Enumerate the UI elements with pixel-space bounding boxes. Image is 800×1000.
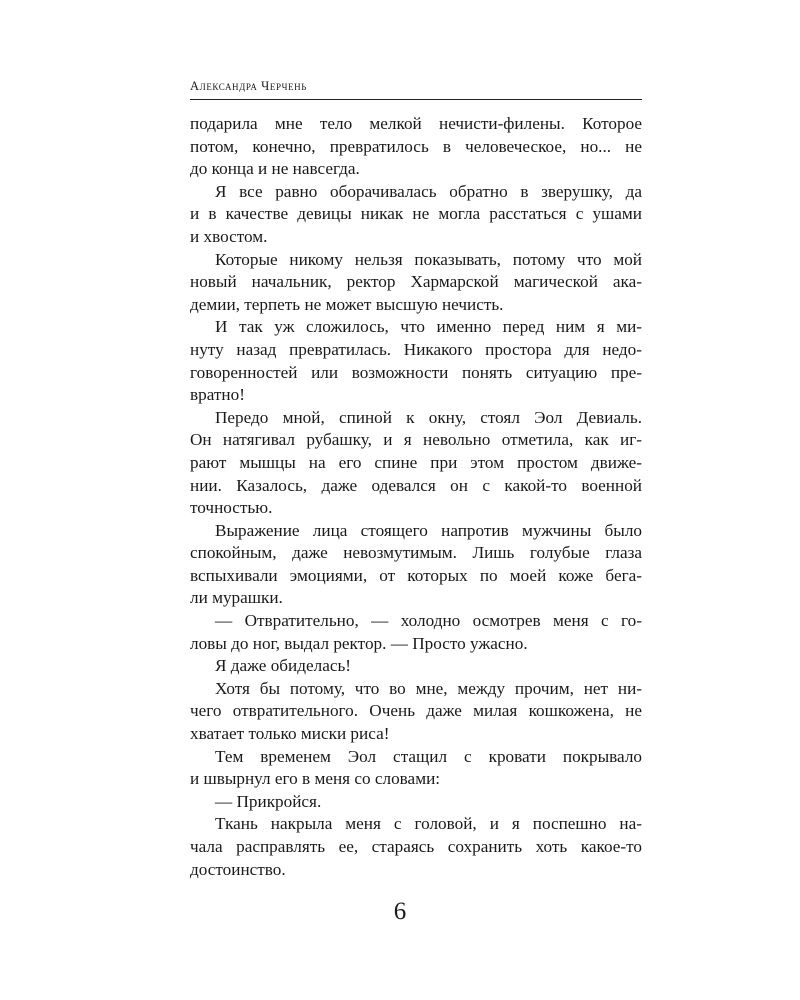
text-line: Передо мной, спиной к окну, стоял Эол Девиаль. bbox=[215, 407, 642, 427]
body-text bbox=[190, 113, 642, 881]
text-line: — Прикройся. bbox=[215, 791, 322, 811]
running-header bbox=[190, 77, 642, 100]
text-line: говоренностей или возможности понять ситуацию пре- bbox=[190, 362, 642, 382]
text-line: чала расправлять ее, стараясь сохранить хоть какое-то bbox=[190, 837, 642, 856]
text-line: нуту назад превратилась. Никакого простора для недо- bbox=[190, 339, 642, 359]
text-line: достоинство. bbox=[190, 859, 286, 879]
text-line: рают мышцы на его спине при этом простом движе- bbox=[190, 452, 642, 472]
text-line: нии. Казалось, даже одевался он с какой-то военной bbox=[190, 475, 642, 495]
text-line: новый начальник, ректор Хармарской магической ака- bbox=[190, 272, 642, 292]
text-line: Тем временем Эол стащил с кровати покрывало bbox=[215, 746, 642, 766]
text-line: потом, конечно, превратилось в человеческое, но... не bbox=[190, 136, 642, 156]
text-line: подарила мне тело мелкой нечисти-филены. Которое bbox=[190, 114, 642, 133]
header-author: Александра Черчень bbox=[190, 79, 308, 93]
text-line: Ткань накрыла меня с головой, и я поспешно на- bbox=[215, 814, 642, 834]
text-line: вратно! bbox=[190, 385, 245, 405]
text-line: Которые никому нельзя показывать, потому что мой bbox=[215, 249, 642, 269]
text-line: Выражение лица стоящего напротив мужчины было bbox=[215, 520, 642, 540]
text-line: до конца и не навсегда. bbox=[190, 159, 360, 179]
text-line: Он натягивал рубашку, и я невольно отметила, как иг- bbox=[190, 430, 642, 450]
text-line: Я даже обиделась! bbox=[215, 656, 352, 676]
text-line: демии, терпеть не может высшую нечисть. bbox=[190, 294, 504, 314]
text-line: ловы до ног, выдал ректор. — Просто ужасно. bbox=[190, 633, 528, 653]
text-line: И так уж сложилось, что именно перед ним я ми- bbox=[215, 317, 642, 337]
page-number: 6 bbox=[393, 898, 407, 925]
text-line: и в качестве девицы никак не могла расстаться с ушами bbox=[190, 204, 642, 224]
text-line: чего отвратительного. Очень даже милая кошкожена, не bbox=[190, 701, 642, 721]
text-line: хватает только миски риса! bbox=[190, 724, 390, 744]
text-line: Хотя бы потому, что во мне, между прочим, нет ни- bbox=[215, 678, 642, 698]
text-line: вспыхивали эмоциями, от которых по моей коже бега- bbox=[190, 565, 642, 585]
text-line: точностью. bbox=[190, 498, 273, 518]
text-line: ли мурашки. bbox=[190, 588, 283, 608]
text-line: Я все равно оборачивалась обратно в зверушку, да bbox=[215, 181, 642, 201]
text-line: и швырнул его в меня со словами: bbox=[190, 769, 441, 789]
text-line: спокойным, даже невозмутимым. Лишь голубые глаза bbox=[190, 543, 642, 563]
text-line: — Отвратительно, — холодно осмотрев меня с го- bbox=[215, 611, 642, 631]
text-line: и хвостом. bbox=[190, 226, 268, 246]
